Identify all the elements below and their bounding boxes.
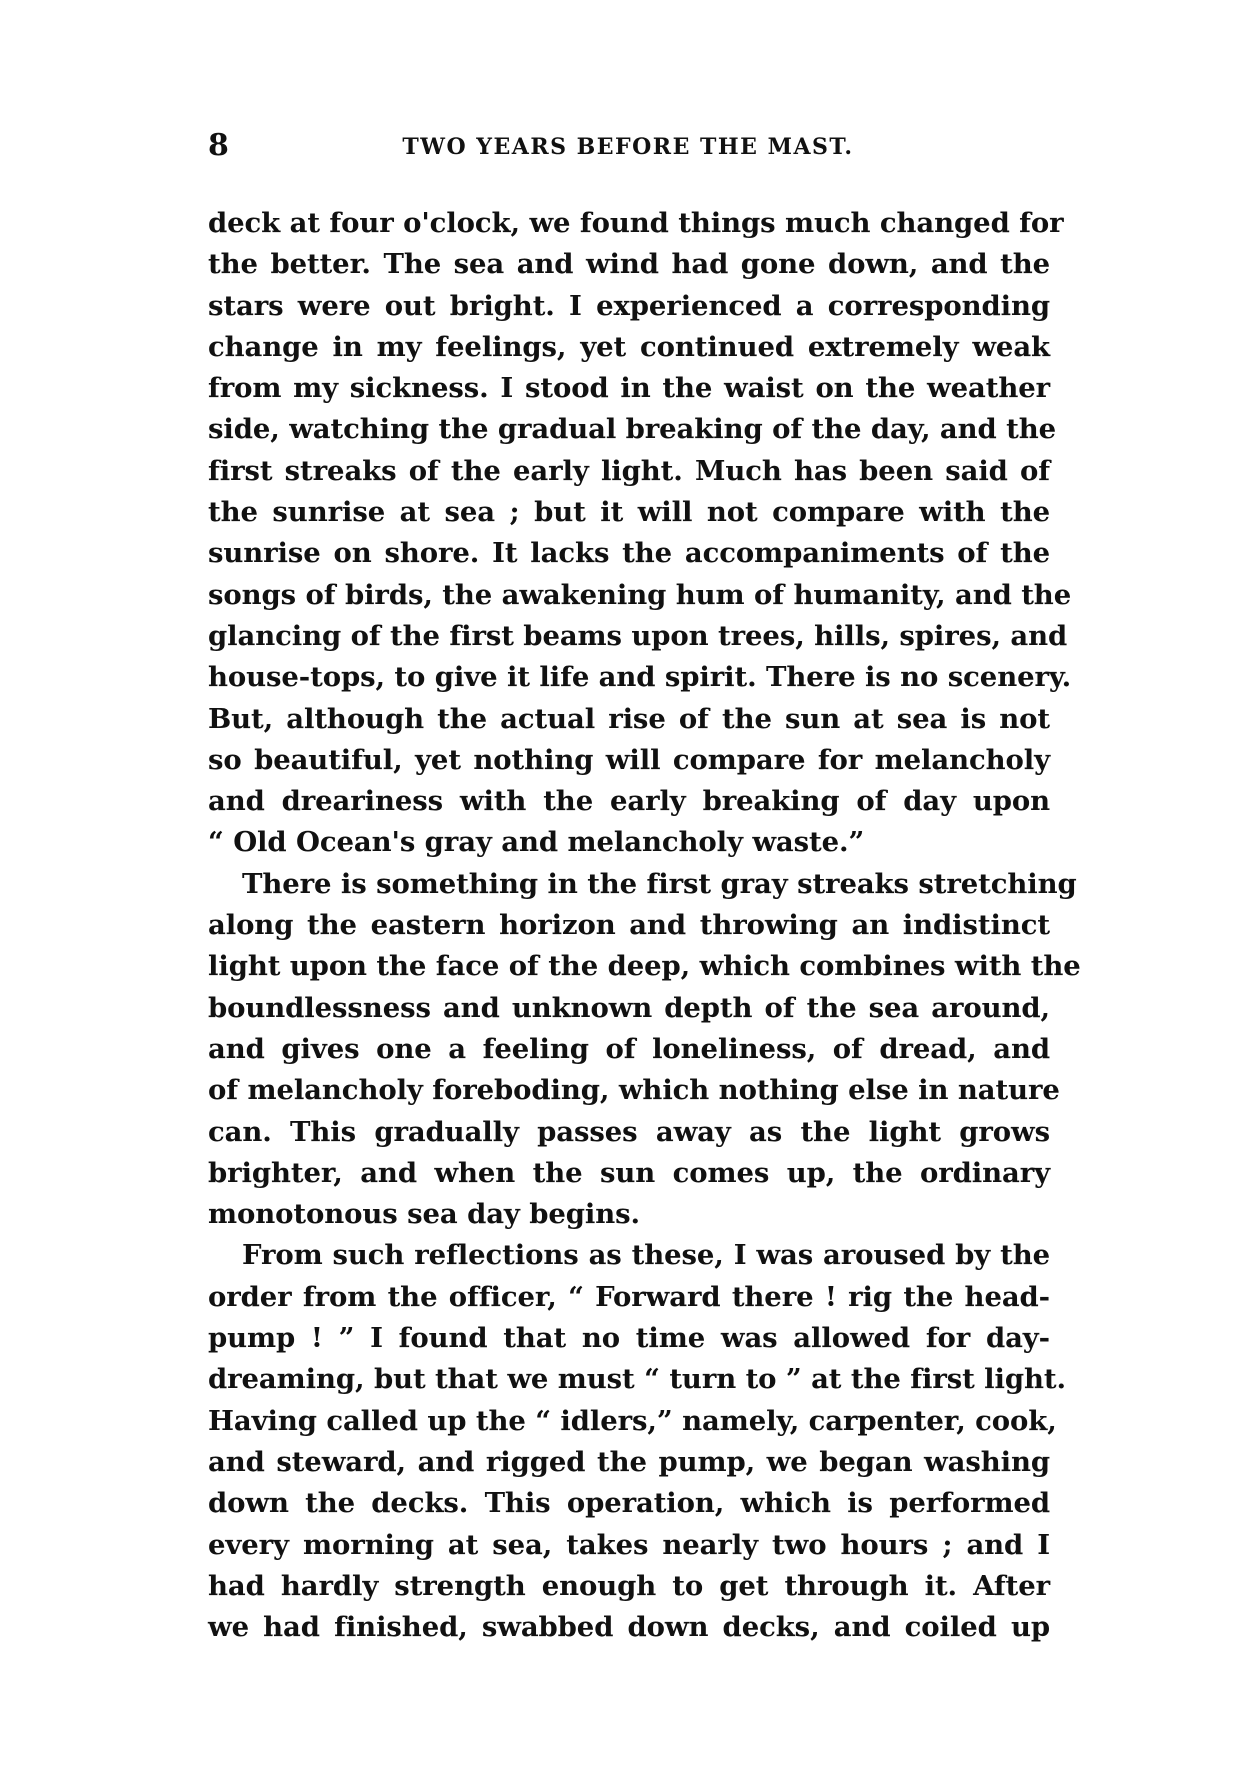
text-line: light upon the face of the deep, which combines with the — [208, 950, 1081, 983]
text-line: every morning at sea, takes nearly two hours ; and I — [208, 1528, 1050, 1561]
text-line: deck at four o'clock, we found things much changed for — [208, 207, 1064, 239]
text-line: brighter, and when the sun comes up, the ordinary — [208, 1156, 1050, 1189]
text-line: boundlessness and unknown depth of the sea around, — [208, 991, 1050, 1024]
text-line: along the eastern horizon and throwing an indistinct — [208, 909, 1050, 942]
text-line: and steward, and rigged the pump, we began washing — [208, 1445, 1050, 1478]
text-line: from my sickness. I stood in the waist on the weather — [208, 372, 1050, 405]
text-line: side, watching the gradual breaking of the day, and the — [208, 413, 1057, 446]
text-line: the better. The sea and wind had gone down, and the — [208, 248, 1050, 281]
text-line: songs of birds, the awakening hum of humanity, and the — [208, 578, 1072, 611]
page-header — [208, 126, 1048, 166]
page-number: 8 — [208, 128, 229, 163]
text-line: dreaming, but that we must “ turn to ” at the first light. — [208, 1363, 1066, 1396]
running-head: TWO YEARS BEFORE THE MAST. — [402, 134, 854, 160]
text-line: Having called up the “ idlers,” namely, carpenter, cook, — [208, 1404, 1057, 1437]
text-line: down the decks. This operation, which is performed — [208, 1487, 1050, 1520]
text-line: of melancholy foreboding, which nothing else in nature — [208, 1074, 1060, 1107]
text-line: order from the officer, “ Forward there ! rig the head- — [208, 1280, 1050, 1313]
text-line: and gives one a feeling of loneliness, of dread, and — [208, 1032, 1050, 1065]
text-line: the sunrise at sea ; but it will not compare with the — [208, 496, 1050, 529]
text-line: house-tops, to give it life and spirit. There is no scenery. — [208, 661, 1072, 694]
text-line: and dreariness with the early breaking of day upon — [208, 785, 1050, 818]
text-line: glancing of the first beams upon trees, hills, spires, and — [208, 619, 1068, 652]
text-line: so beautiful, yet nothing will compare for melancholy — [208, 743, 1050, 776]
text-line: can. This gradually passes away as the light grows — [208, 1115, 1050, 1148]
text-line: we had finished, swabbed down decks, and coiled up — [208, 1611, 1050, 1644]
text-line: There is something in the first gray streaks stretching — [242, 867, 1077, 900]
text-line: pump ! ” I found that no time was allowed for day- — [208, 1322, 1050, 1355]
text-line: had hardly strength enough to get through it. After — [208, 1569, 1050, 1602]
body-text — [208, 203, 1081, 1648]
text-line: From such reflections as these, I was aroused by the — [242, 1239, 1050, 1272]
text-line: But, although the actual rise of the sun at sea is not — [208, 702, 1050, 735]
text-line: sunrise on shore. It lacks the accompaniments of the — [208, 537, 1050, 570]
text-line: first streaks of the early light. Much has been said of — [208, 454, 1050, 487]
text-line: stars were out bright. I experienced a corresponding — [208, 289, 1050, 322]
text-line: monotonous sea day begins. — [208, 1198, 641, 1231]
text-line: “ Old Ocean's gray and melancholy waste.” — [208, 826, 865, 859]
text-line: change in my feelings, yet continued extremely weak — [208, 330, 1050, 363]
